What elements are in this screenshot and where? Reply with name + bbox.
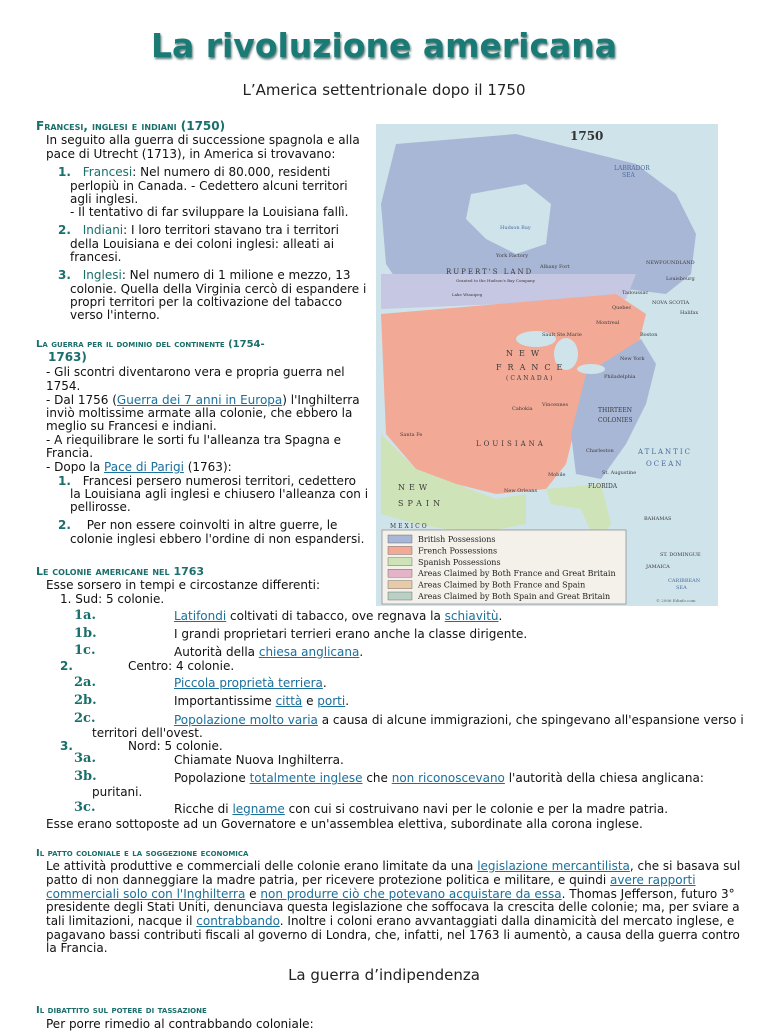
s4-line-1: Le attività produttive e commerciali delle colonie erano limitate da una legislazione mercantilista, che si basava sul (46, 859, 741, 873)
map-label-quebec: Quebec (612, 305, 632, 311)
legend-label: French Possessions (418, 546, 498, 556)
s2-line-3: - Dal 1756 (Guerra dei 7 anni in Europa) l'Inghilterra (46, 393, 360, 407)
map-label-new-orleans: New Orleans (504, 488, 538, 494)
s3-nord: Nord: 5 colonie. (128, 739, 223, 753)
link-legname[interactable]: legname (232, 802, 285, 816)
s1-item-3-line3: propri territori per la coltivazione del tabacco (70, 295, 343, 309)
map-label-jamaica: JAMAICA (646, 564, 670, 570)
s3-3b-number: 3b. (74, 769, 97, 784)
s1-item-1-line3: agli inglesi. (70, 192, 139, 206)
page-subtitle: L’America settentrionale dopo il 1750 (242, 81, 526, 99)
s1-item-1: 1. Francesi: Nel numero di 80.000, residenti (58, 165, 331, 179)
s2-item-1: 1. Francesi persero numerosi territori, cedettero (58, 474, 356, 488)
s1-item-2-line2: della Louisiana e dei coloni inglesi: alleati ai (70, 237, 335, 251)
s2-line-1: - Gli scontri diventarono vera e propria guerra nel (46, 365, 345, 379)
s3-intro: Esse sorsero in tempi e circostanze differenti: (46, 578, 321, 592)
s2-line-2: 1754. (46, 379, 81, 393)
section-heading-francesi: Francesi, inglesi e indiani (1750) (36, 119, 226, 133)
s1-item-2-line3: francesi. (70, 250, 122, 264)
link-commerciali[interactable]: commerciali solo con l'Inghilterra (46, 887, 246, 901)
map-label-charleston: Charleston (586, 448, 614, 454)
section-heading-colonie: Le colonie americane nel 1763 (36, 565, 205, 578)
link-pace-di-parigi[interactable]: Pace di Parigi (104, 460, 184, 474)
map-label-st-augustine: St. Augustine (602, 470, 637, 476)
link-avere-rapporti[interactable]: avere rapporti (610, 873, 696, 887)
legend-label: Spanish Possessions (418, 557, 501, 567)
map-label-louisbourg: Louisbourg (666, 276, 695, 282)
link-schiavitu[interactable]: schiavitù (444, 609, 499, 623)
s1-item-3-line4: verso l'interno. (70, 308, 160, 322)
s3-1a-number: 1a. (74, 608, 96, 623)
s1-intro-2: pace di Utrecht (1713), in America si trovavano: (46, 147, 336, 161)
link-legislazione[interactable]: legislazione mercantilista (477, 859, 630, 873)
map-label-ocean: OCEAN (646, 460, 684, 468)
map-label-granted: Granted to the Hudson's Bay Company (456, 278, 535, 283)
map-label-winnipeg: Lake Winnipeg (452, 292, 483, 297)
link-guerra-7-anni[interactable]: Guerra dei 7 anni in Europa (116, 393, 283, 407)
legend-swatch (388, 569, 412, 577)
map-label-new-york: New York (620, 356, 645, 362)
s2-item-1-line2: la Louisiana agli inglesi e chiusero l'alleanza con i (70, 487, 369, 501)
link-contrabbando[interactable]: contrabbando (196, 914, 280, 928)
s2-item-2: 2. Per non essere coinvolti in altre guerre, le (58, 518, 338, 532)
map-label-mobile: Mobile (548, 472, 566, 478)
legend-label: Areas Claimed by Both France and Great Britain (418, 569, 616, 579)
section-heading-dibattito: Il dibattito sul potere di tassazione (36, 1005, 207, 1016)
s3-2b-number: 2b. (74, 693, 97, 708)
map-label-florida: FLORIDA (588, 483, 618, 490)
map-label-new-spain-2: SPAIN (398, 499, 445, 508)
great-lakes-3 (577, 364, 605, 374)
legend-swatch (388, 581, 412, 589)
s4-line-5: tali limitazioni, nacque il contrabbando. Inoltre i coloni erano avvantaggiati dalla dinamicità del mercato inglese, e (46, 914, 735, 928)
s3-1c-text: Autorità della chiesa anglicana. (174, 645, 364, 659)
s3-3b-text: Popolazione totalmente inglese che non riconoscevano l'autorità della chiesa anglicana: (174, 771, 704, 785)
map-label-tadoussac: Tadoussac (622, 290, 649, 296)
section-title-guerra-indipendenza: La guerra d’indipendenza (288, 966, 480, 984)
map-label-santa-fe: Santa Fe (400, 432, 423, 438)
map-label-st-domingue: ST. DOMINGUE (660, 552, 701, 558)
legend-swatch (388, 592, 412, 600)
map-label-canada: (CANADA) (506, 375, 555, 382)
map-label-new-france-2: FRANCE (496, 363, 569, 372)
legend-label: Areas Claimed by Both Spain and Great Britain (418, 592, 611, 601)
map-label-labrador-sea: SEA (622, 172, 635, 179)
legend-label: Areas Claimed by Both France and Spain (418, 580, 586, 590)
s3-2c-number: 2c. (74, 711, 96, 726)
map-north-america-1750 (376, 124, 718, 606)
map-year: 1750 (570, 129, 604, 143)
s3-3a-text: Chiamate Nuova Inghilterra. (174, 753, 344, 767)
map-label-boston: Boston (640, 332, 658, 338)
map-label-thirteen: THIRTEEN (598, 407, 633, 414)
link-popolazione-varia[interactable]: Popolazione molto varia (174, 713, 318, 727)
map-label-sault: Sault Ste.Marie (542, 332, 582, 338)
map-label-new-spain-1: NEW (398, 483, 432, 492)
map-label-colonies: COLONIES (598, 417, 633, 424)
link-totalmente-inglese[interactable]: totalmente inglese (249, 771, 363, 785)
map-label-york-factory: York Factory (496, 253, 529, 259)
s3-2a-number: 2a. (74, 675, 96, 690)
map-label-montreal: Montreal (596, 320, 620, 326)
s1-item-3: 3. Inglesi: Nel numero di 1 milione e mezzo, 13 (58, 268, 351, 282)
s3-3b-line2: puritani. (92, 785, 143, 799)
s3-2c-line2: territori dell'ovest. (92, 726, 203, 740)
map-label-halifax: Halifax (680, 310, 699, 316)
map-label-bahamas: BAHAMAS (644, 516, 672, 522)
legend-swatch (388, 546, 412, 554)
map-label-philadelphia: Philadelphia (604, 374, 636, 380)
s2-line-7: Francia. (46, 446, 94, 460)
s3-3c-text: Ricche di legname con cui si costruivano navi per le colonie e per la madre patria. (174, 802, 669, 816)
s2-line-6: - A riequilibrare le sorti fu l'alleanza tra Spagna e (46, 433, 342, 447)
s3-3a-number: 3a. (74, 751, 96, 766)
s2-item-2-line2: colonie inglesi ebbero l'ordine di non espandersi. (70, 532, 365, 546)
s4-line-2: patto di non danneggiare la madre patria, per ricevere protezione politica e militare, e quindi avere rapporti (46, 873, 696, 887)
s3-centro: Centro: 4 colonie. (128, 659, 235, 673)
legend-swatch (388, 535, 412, 543)
link-citta[interactable]: città (275, 694, 303, 708)
section-heading-guerra-dominio: La guerra per il dominio del continente (1754- (36, 339, 265, 350)
s3-2c-text: Popolazione molto varia a causa di alcune immigrazioni, che spingevano all'espansione verso i (174, 713, 744, 727)
map-label-new-france-1: NEW (506, 349, 546, 358)
link-latifondi[interactable]: Latifondi (174, 609, 227, 623)
s5-line-1: Per porre rimedio al contrabbando coloniale: (46, 1017, 314, 1031)
page-title: La rivoluzione americana (150, 26, 618, 65)
s3-3c-number: 3c. (74, 800, 96, 815)
map-label-atlantic: ATLANTIC (638, 448, 692, 456)
s4-line-6: pagavano bassi contributi fiscali al governo di Londra, che, infatti, nel 1763 li aumentò, a causa della guerra contro (46, 928, 740, 942)
map-legend (382, 530, 626, 604)
s1-item-1-line2: perlopiù in Canada. - Cedettero alcuni territori (70, 179, 348, 193)
s3-centro-number: 2. (60, 659, 73, 673)
s2-item-1-line3: pellirosse. (70, 500, 131, 514)
s3-1b-text: I grandi proprietari terrieri erano anche la classe dirigente. (174, 627, 528, 641)
s3-1a-text: Latifondi coltivati di tabacco, ove regnava la schiavitù. (174, 609, 503, 623)
s1-item-1-line4: - Il tentativo di far sviluppare la Louisiana fallì. (70, 205, 349, 219)
s3-1c-number: 1c. (74, 643, 96, 658)
map-label-labrador: LABRADOR (614, 165, 650, 172)
map-label-caribbean-sea: SEA (676, 585, 687, 591)
map-label-louisiana: LOUISIANA (476, 440, 546, 448)
map-copyright: © 2006 Edinfo.com (656, 598, 696, 603)
map-label-albany: Albany Fort (540, 264, 570, 270)
map-svg (376, 124, 718, 606)
s1-item-2: 2. Indiani: I loro territori stavano tra i territori (58, 223, 339, 237)
link-non-produrre[interactable]: non produrre ciò che potevano acquistare da essa (260, 887, 562, 901)
s4-line-3: commerciali solo con l'Inghilterra e non produrre ciò che potevano acquistare da essa. Thomas Jefferson, futuro 3° (46, 887, 735, 901)
map-label-nova-scotia: NOVA SCOTIA (652, 300, 690, 306)
map-label-hudson-bay: Hudson Bay (500, 225, 531, 231)
map-label-caribbean: CARIBBEAN (668, 578, 701, 584)
s1-item-3-line2: colonie. Quella della Virginia cercò di espandere i (70, 282, 367, 296)
s2-line-8: - Dopo la Pace di Parigi (1763): (46, 460, 232, 474)
map-label-mexico: MEXICO (390, 523, 429, 530)
link-chiesa-anglicana[interactable]: chiesa anglicana (258, 645, 360, 659)
link-porti[interactable]: porti (317, 694, 346, 708)
legend-label: British Possessions (418, 535, 496, 544)
section-heading-guerra-dominio-line2: 1763) (48, 350, 87, 364)
map-label-cahokia: Cahokia (512, 406, 533, 412)
section-heading-patto: Il patto coloniale e la soggezione economica (36, 848, 249, 859)
s3-1b-number: 1b. (74, 626, 97, 641)
s2-line-5: meglio su Francesi e indiani. (46, 419, 217, 433)
s1-intro-1: In seguito alla guerra di successione spagnola e alla (46, 133, 360, 147)
s3-nord-number: 3. (60, 739, 73, 753)
link-piccola-proprieta[interactable]: Piccola proprietà terriera (174, 676, 323, 690)
s3-sud: 1. Sud: 5 colonie. (60, 592, 165, 606)
s3-2b-text: Importantissime città e porti. (174, 694, 350, 708)
s3-outro: Esse erano sottoposte ad un Governatore e un'assemblea elettiva, subordinate alla corona inglese. (46, 817, 643, 831)
map-label-vincennes: Vincennes (542, 402, 569, 408)
s4-line-7: la Francia. (46, 941, 108, 955)
s3-2a-text: Piccola proprietà terriera. (174, 676, 327, 690)
s2-line-4: inviò moltissime armate alla colonie, che ebbero la (46, 406, 353, 420)
link-non-riconoscevano[interactable]: non riconoscevano (391, 771, 505, 785)
legend-swatch (388, 558, 412, 566)
s4-line-4: presidente degli Stati Uniti, denunciava questa legislazione che soffocava la crescita delle colonie; ma, per sviare a (46, 900, 740, 914)
map-label-ruperts-land: RUPERT'S LAND (446, 268, 534, 276)
map-label-newfoundland: NEWFOUNDLAND (646, 260, 695, 266)
